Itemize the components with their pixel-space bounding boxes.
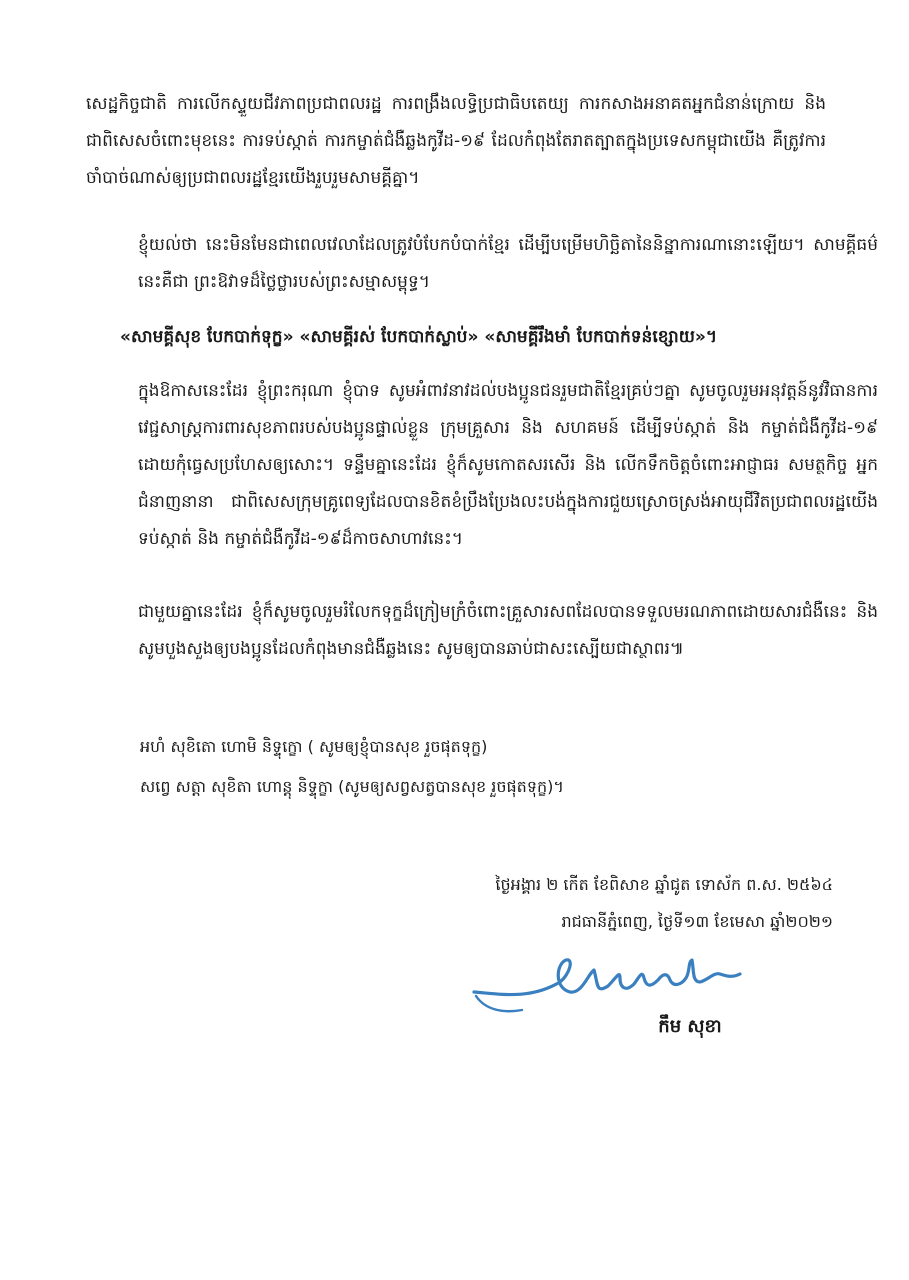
pali-verse-2: សព្វេ សត្តា សុខិតា ហោន្តុ និទ្ទុក្ខា (សូមឲ្យសព្វសត្វបានសុខ រួចផុតទុក្ខ)។ [140, 777, 564, 796]
paragraph-condolence: ជាមួយគ្នានេះដែរ ខ្ញុំក៏សូមចូលរួមរំលែកទុក្ខដ៏ក្រៀមក្រំចំពោះគ្រួសារសពដែលបានទទួលមរណភាពដោយសារជំងឺនេះ និង សូមបួងសួងឲ្យបងប្អូនដែលកំពុងមានជំងឺឆ្លងនេះ សូមឲ្យបានឆាប់ជាសះស្បើយជាស្ថាពរ៕ [138, 602, 878, 659]
signer-name: កឹម សុខា [658, 1016, 722, 1037]
paragraph-continuation: សេដ្ឋកិច្ចជាតិ ការលើកស្ទួយជីវភាពប្រជាពលរដ្ឋ ការពង្រឹងលទ្ធិប្រជាធិបតេយ្យ ការកសាងអនាគតអ្នកជំនាន់ក្រោយ និង ជាពិសេសចំពោះមុខនេះ ការទប់ស្កាត់ ការកម្ចាត់ជំងឺឆ្លងកូវីដ-១៩ ដែលកំពុងតែរាតត្បាតក្នុងប្រទេសកម្ពុជាយើង គឺត្រូវការចាំបាច់ណាស់ឲ្យប្រជាពលរដ្ឋខ្មែរយើងរួបរួមសាមគ្គីគ្នា។ [86, 94, 826, 188]
paragraph-unity: ខ្ញុំយល់ថា នេះមិនមែនជាពេលវេលាដែលត្រូវបំបែកបំបាក់ខ្មែរ ដើម្បីបម្រើមហិច្ឆិតានៃនិន្នាការណានោះឡើយ។ សាមគ្គីធម៌នេះគឺជា ព្រះឱវាទដ៏ថ្លៃថ្លារបស់ព្រះសម្មាសម្ពុទ្ធ។ [138, 235, 878, 292]
date-solar: រាជធានីភ្នំពេញ, ថ្ងៃទី១៣ ខែមេសា ឆ្នាំ២០២១ [561, 912, 833, 931]
slogan-line: «សាមគ្គីសុខ បែកបាក់ទុក្ខ» «សាមគ្គីរស់ បែកបាក់ស្លាប់» «សាមគ្គីរឹងមាំ បែកបាក់ទន់ខ្សោយ»។ [120, 327, 718, 347]
date-lunar: ថ្ងៃអង្គារ ២ កើត ខែពិសាខ ឆ្នាំជូត ទោស័ក ព.ស. ២៥៦៤ [495, 875, 833, 894]
pali-verse-1: អហំ សុខិតោ ហោមិ និទ្ទុក្ខោ ( សូមឲ្យខ្ញុំបានសុខ រួចផុតទុក្ខ) [140, 737, 488, 756]
paragraph-appeal: ក្នុងឱកាសនេះដែរ ខ្ញុំព្រះករុណា ខ្ញុំបាទ សូមអំពាវនាវដល់បងប្អូនជនរួមជាតិខ្មែរគ្រប់ៗគ្នា សូមចូលរួមអនុវត្តន៍នូវវិធានការវេជ្ជសាស្ត្រការពារសុខភាពរបស់បងប្អូនផ្ទាល់ខ្លួន ក្រុមគ្រួសារ និង សហគមន៍ ដើម្បីទប់ស្កាត់ និង កម្ចាត់ជំងឺកូវីដ-១៩ ដោយកុំធ្វេសប្រហែសឲ្យសោះ។ ទន្ទឹមគ្នានេះដែរ ខ្ញុំក៏សូមកោតសរសើរ និង លើកទឹកចិត្តចំពោះអាជ្ញាធរ សមត្ថកិច្ច អ្នកជំនាញនានា ជាពិសេសក្រុមគ្រូពេទ្យដែលបានខិតខំប្រឹងប្រែងលះបង់ក្នុងការជួយស្រោចស្រង់អាយុជីវិតប្រជាពលរដ្ឋយើង ទប់ស្កាត់ និង កម្ចាត់ជំងឺកូវីដ-១៩ដ៏កាចសាហាវនេះ។ [138, 381, 878, 549]
